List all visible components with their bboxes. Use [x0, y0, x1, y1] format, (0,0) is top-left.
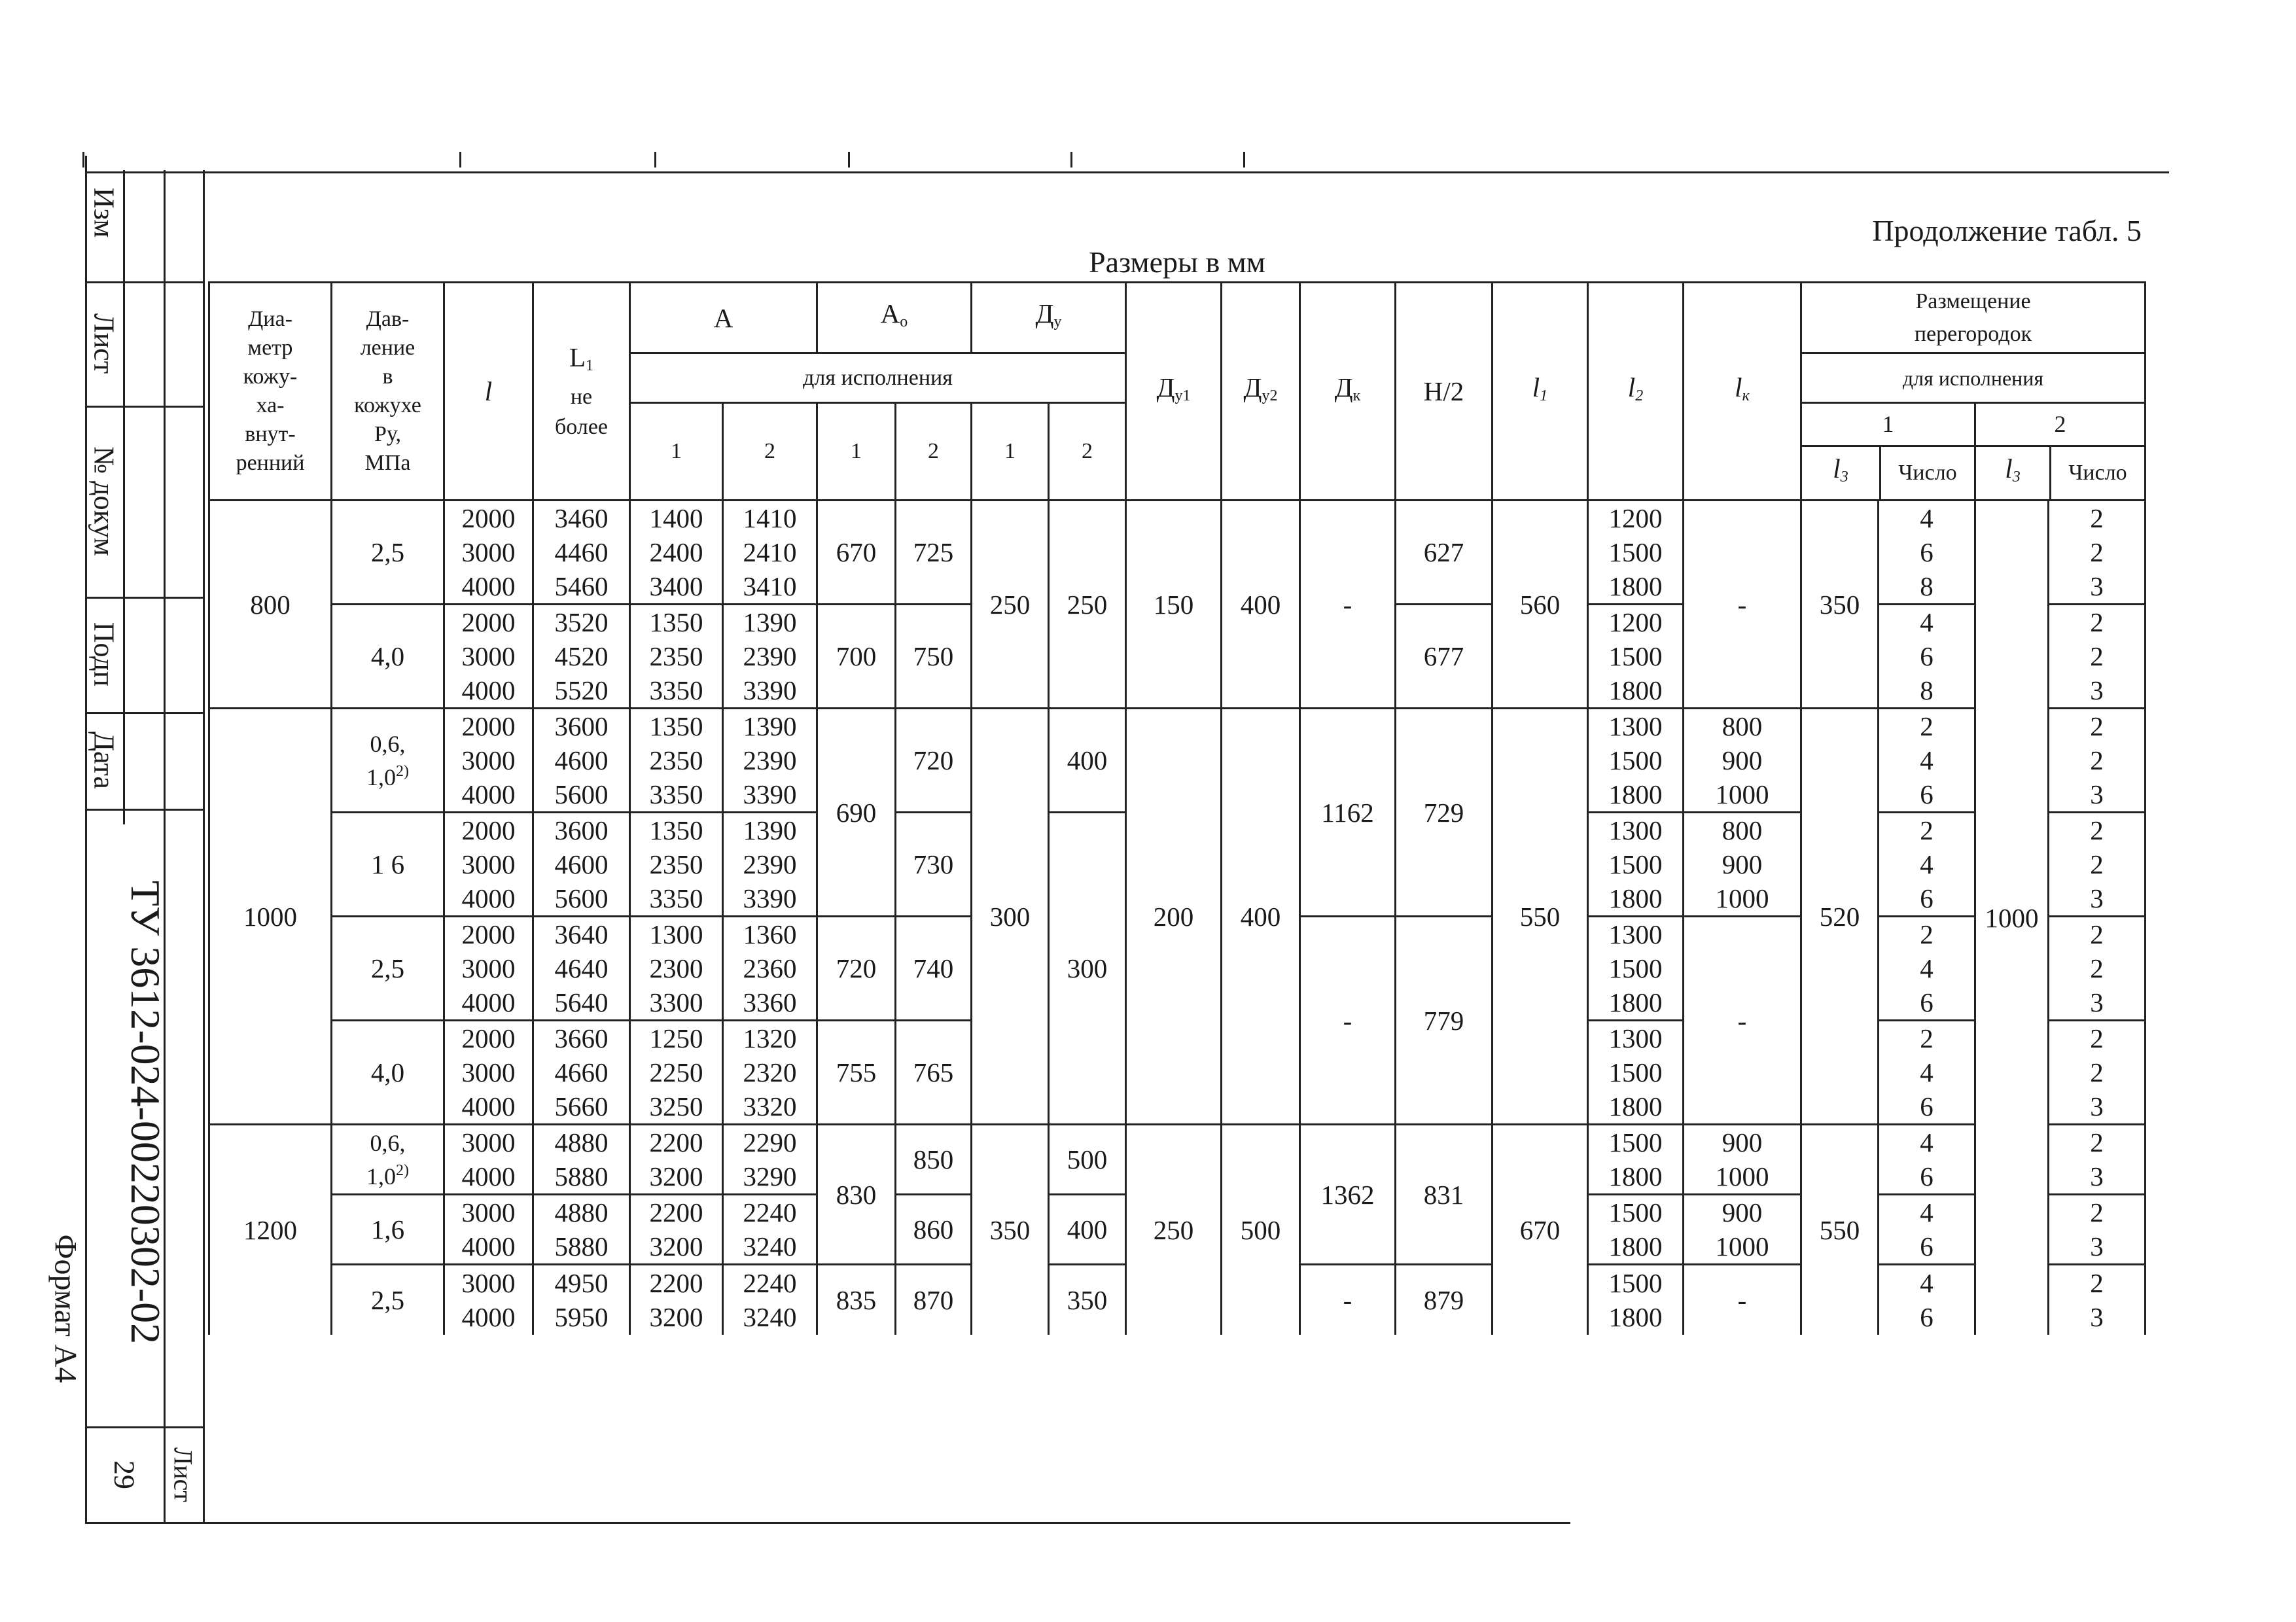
pressure-cell: 0,6, 1,0$^{2)}$	[332, 1125, 444, 1195]
cell-A1: 1250 2250 3250	[630, 1021, 723, 1125]
cell-A01: 690	[817, 709, 896, 917]
col-header-pressure: Дав- ление в кожухе Ру, МПа	[332, 283, 444, 501]
cell-lk: -	[1684, 917, 1801, 1125]
cell-count-v1: 2 4 6	[1879, 813, 1975, 917]
units-caption: Размеры в мм	[1089, 245, 1265, 279]
cell-A2: 2240 3240	[723, 1265, 817, 1335]
stamp-divider	[85, 1426, 203, 1428]
col-header-A0: $А_о$	[817, 283, 972, 353]
pressure-cell: 2,5	[332, 1265, 444, 1335]
cell-l: 2000 3000 4000	[444, 605, 533, 709]
pressure-cell: 4,0	[332, 1021, 444, 1125]
cell-count-v2: 2 2 3	[2049, 917, 2146, 1021]
cell-A01: 720	[817, 917, 896, 1021]
cell-count-v1: 2 4 6	[1879, 1021, 1975, 1125]
cell-l: 3000 4000	[444, 1195, 533, 1265]
col-header-count-v1: Число	[1898, 460, 1957, 485]
frame-inner-line-3	[203, 170, 205, 1523]
cell-A1: 2200 3200	[630, 1125, 723, 1195]
col-header-Dk: $Д_к$	[1300, 283, 1396, 501]
cell-A02: 750	[896, 605, 972, 709]
cell-lk: -	[1684, 501, 1801, 709]
frame-top-line	[85, 171, 2169, 173]
cell-count-v2: 2 2 3	[2049, 813, 2146, 917]
frame-tick	[459, 152, 461, 167]
frame-tick	[1243, 152, 1245, 167]
cell-count-v1: 2 4 6	[1879, 917, 1975, 1021]
cell-A01: 670	[817, 501, 896, 605]
pressure-cell: 0,6, 1,0$^{2)}$	[332, 709, 444, 813]
stamp-divider	[85, 809, 203, 811]
cell-count-v2: 2 3	[2049, 1265, 2146, 1335]
cell-l1: 670	[1492, 1125, 1588, 1335]
cell-A01: 755	[817, 1021, 896, 1125]
cell-l3-v1: 350	[1801, 501, 1879, 709]
stamp-signature: Подп	[88, 622, 120, 687]
stamp-date: Дата	[88, 732, 120, 789]
col-header-L1: $L_1$ не более	[533, 283, 630, 501]
cell-count-v2: 2 3	[2049, 1125, 2146, 1195]
col-header-l3-v1: $l_3$	[1802, 446, 1881, 499]
cell-l: 2000 3000 4000	[444, 917, 533, 1021]
stamp-divider	[85, 281, 203, 283]
cell-l3-v1: 520	[1801, 709, 1879, 1125]
col-header-diameter: Диа- метр кожу- ха- внут- ренний	[209, 283, 332, 501]
dimensions-table	[208, 281, 2146, 1335]
cell-L1: 3600 4600 5600	[533, 709, 630, 813]
cell-l1: 560	[1492, 501, 1588, 709]
cell-count-v1: 4 6	[1879, 1195, 1975, 1265]
cell-l1: 550	[1492, 709, 1588, 1125]
cell-Dy-v2: 400	[1049, 1195, 1126, 1265]
cell-A02: 860	[896, 1195, 972, 1265]
cell-L1: 3460 4460 5460	[533, 501, 630, 605]
col-header-Dy: $Д_у$	[972, 283, 1126, 353]
cell-A1: 1350 2350 3350	[630, 605, 723, 709]
diameter-800: 800	[209, 501, 332, 709]
cell-A02: 740	[896, 917, 972, 1021]
cell-A01: 700	[817, 605, 896, 709]
stamp-divider	[85, 406, 203, 408]
stamp-divider	[85, 712, 203, 714]
cell-L1: 4950 5950	[533, 1265, 630, 1335]
cell-A1: 1300 2300 3300	[630, 917, 723, 1021]
cell-count-v1: 4 6 8	[1879, 605, 1975, 709]
cell-H2: 831	[1396, 1125, 1492, 1265]
col-header-for-version: для исполнения	[630, 353, 1126, 403]
cell-count-v1: 4 6	[1879, 1125, 1975, 1195]
baffles-v1-label: 1	[1802, 404, 1974, 446]
cell-L1: 3660 4660 5660	[533, 1021, 630, 1125]
cell-Dy-v2: 350	[1049, 1265, 1126, 1335]
cell-Dy1: 200	[1126, 709, 1222, 1125]
col-header-baffles: Размещение перегородок	[1801, 283, 2146, 353]
L1-note: не более	[555, 384, 608, 439]
cell-A1: 1350 2350 3350	[630, 709, 723, 813]
cell-A2: 1390 2390 3390	[723, 813, 817, 917]
col-header-A0-v1: 1	[817, 403, 896, 501]
cell-A2: 1390 2390 3390	[723, 709, 817, 813]
col-header-l1: $l_1$	[1492, 283, 1588, 501]
cell-A2: 1320 2320 3320	[723, 1021, 817, 1125]
cell-A2: 2240 3240	[723, 1195, 817, 1265]
cell-A2: 1410 2410 3410	[723, 501, 817, 605]
format-label: Формат А4	[48, 1234, 83, 1383]
frame-bottom-line	[85, 1522, 1570, 1524]
cell-l: 2000 3000 4000	[444, 709, 533, 813]
frame-tick	[654, 152, 656, 167]
cell-l3-v1: 550	[1801, 1125, 1879, 1335]
cell-l: 2000 3000 4000	[444, 1021, 533, 1125]
cell-A02: 730	[896, 813, 972, 917]
cell-Dk: -	[1300, 917, 1396, 1125]
baffles-v2-label: 2	[1976, 404, 2144, 446]
cell-lk: 900 1000	[1684, 1125, 1801, 1195]
pressure-cell: 1 6	[332, 813, 444, 917]
cell-H2: 729	[1396, 709, 1492, 917]
cell-A2: 1390 2390 3390	[723, 605, 817, 709]
diameter-1200: 1200	[209, 1125, 332, 1335]
col-header-l3-v2: $l_3$	[1976, 446, 2051, 499]
cell-Dk: 1162	[1300, 709, 1396, 917]
cell-l: 2000 3000 4000	[444, 813, 533, 917]
cell-lk: 900 1000	[1684, 1195, 1801, 1265]
col-header-Dy-v2: 2	[1049, 403, 1126, 501]
cell-A2: 1360 2360 3360	[723, 917, 817, 1021]
stamp-doc-no: № докум	[88, 446, 120, 556]
cell-count-v2: 2 2 3	[2049, 605, 2146, 709]
col-header-A0-v2: 2	[896, 403, 972, 501]
frame-inner-line-1	[123, 170, 125, 824]
col-header-baffles-for-version: для исполнения	[1801, 353, 2146, 403]
cell-Dk: 1362	[1300, 1125, 1396, 1265]
col-header-l: l	[444, 283, 533, 501]
cell-A1: 1400 2400 3400	[630, 501, 723, 605]
stamp-list: Лист	[88, 313, 120, 374]
cell-Dy2: 400	[1222, 709, 1300, 1125]
cell-Dk: -	[1300, 501, 1396, 709]
cell-Dk: -	[1300, 1265, 1396, 1335]
cell-count-v2: 2 2 3	[2049, 1021, 2146, 1125]
cell-Dy-v2: 300	[1049, 813, 1126, 1125]
cell-l: 3000 4000	[444, 1265, 533, 1335]
cell-Dy-v2: 500	[1049, 1125, 1126, 1195]
col-header-Dy2: $Д_{у2}$	[1222, 283, 1300, 501]
cell-H2: 677	[1396, 605, 1492, 709]
col-header-H2: Н/2	[1396, 283, 1492, 501]
baffles-v1-group	[1801, 403, 1975, 501]
cell-count-v2: 2 2 3	[2049, 709, 2146, 813]
col-header-Dy1: $Д_{у1}$	[1126, 283, 1222, 501]
cell-l: 3000 4000	[444, 1125, 533, 1195]
cell-Dy1: 250	[1126, 1125, 1222, 1335]
cell-H2: 627	[1396, 501, 1492, 605]
cell-lk: 800 900 1000	[1684, 813, 1801, 917]
cell-A1: 2200 3200	[630, 1265, 723, 1335]
pressure-cell: 2,5	[332, 917, 444, 1021]
diameter-1000: 1000	[209, 709, 332, 1125]
cell-l2: 1300 1500 1800	[1588, 1021, 1684, 1125]
cell-Dy-v1: 350	[972, 1125, 1049, 1335]
cell-l2: 1500 1800	[1588, 1195, 1684, 1265]
cell-l3-v2: 1000	[1975, 501, 2049, 1335]
col-header-Dy-v1: 1	[972, 403, 1049, 501]
cell-L1: 3600 4600 5600	[533, 813, 630, 917]
col-header-A-v1: 1	[630, 403, 723, 501]
cell-l2: 1200 1500 1800	[1588, 605, 1684, 709]
sheet-label: Лист	[168, 1447, 198, 1502]
cell-Dy-v2: 400	[1049, 709, 1126, 813]
cell-A1: 1350 2350 3350	[630, 813, 723, 917]
cell-Dy-v1: 300	[972, 709, 1049, 1125]
cell-l2: 1300 1500 1800	[1588, 813, 1684, 917]
col-header-count-v2: Число	[2068, 460, 2127, 485]
frame-tick	[848, 152, 850, 167]
cell-l2: 1300 1500 1800	[1588, 917, 1684, 1021]
pressure-cell: 2,5	[332, 501, 444, 605]
cell-count-v1: 4 6	[1879, 1265, 1975, 1335]
cell-A02: 725	[896, 501, 972, 605]
cell-l2: 1500 1800	[1588, 1125, 1684, 1195]
cell-A02: 765	[896, 1021, 972, 1125]
col-header-A-v2: 2	[723, 403, 817, 501]
cell-L1: 3640 4640 5640	[533, 917, 630, 1021]
cell-A1: 2200 3200	[630, 1195, 723, 1265]
cell-l2: 1300 1500 1800	[1588, 709, 1684, 813]
cell-l: 2000 3000 4000	[444, 501, 533, 605]
cell-l2: 1500 1800	[1588, 1265, 1684, 1335]
col-header-A: А	[630, 283, 817, 353]
col-header-lk: $l_к$	[1684, 283, 1801, 501]
stamp-divider	[85, 597, 203, 599]
stamp-izm: Изм	[88, 187, 120, 238]
cell-A2: 2290 3290	[723, 1125, 817, 1195]
document-designation: ТУ 3612-024-00220302-02	[122, 880, 169, 1345]
frame-tick	[1070, 152, 1072, 167]
baffles-v2-group	[1975, 403, 2146, 501]
sheet-number: 29	[108, 1460, 141, 1489]
cell-A02: 870	[896, 1265, 972, 1335]
cell-l2: 1200 1500 1800	[1588, 501, 1684, 605]
cell-L1: 4880 5880	[533, 1195, 630, 1265]
cell-count-v1: 2 4 6	[1879, 709, 1975, 813]
cell-H2: 779	[1396, 917, 1492, 1125]
cell-lk: -	[1684, 1265, 1801, 1335]
cell-A02: 850	[896, 1125, 972, 1195]
cell-count-v2: 2 3	[2049, 1195, 2146, 1265]
pressure-cell: 1,6	[332, 1195, 444, 1265]
cell-Dy-v2: 250	[1049, 501, 1126, 709]
cell-A01: 830	[817, 1125, 896, 1265]
continuation-title: Продолжение табл. 5	[1872, 214, 2142, 247]
cell-lk: 800 900 1000	[1684, 709, 1801, 813]
cell-Dy1: 150	[1126, 501, 1222, 709]
cell-A02: 720	[896, 709, 972, 813]
col-header-l2: $l_2$	[1588, 283, 1684, 501]
cell-count-v2: 2 2 3	[2049, 501, 2146, 605]
cell-A01: 835	[817, 1265, 896, 1335]
cell-H2: 879	[1396, 1265, 1492, 1335]
cell-Dy2: 500	[1222, 1125, 1300, 1335]
cell-Dy-v1: 250	[972, 501, 1049, 709]
frame-tick	[82, 152, 84, 167]
cell-L1: 4880 5880	[533, 1125, 630, 1195]
pressure-cell: 4,0	[332, 605, 444, 709]
cell-count-v1: 4 6 8	[1879, 501, 1975, 605]
cell-Dy2: 400	[1222, 501, 1300, 709]
cell-L1: 3520 4520 5520	[533, 605, 630, 709]
